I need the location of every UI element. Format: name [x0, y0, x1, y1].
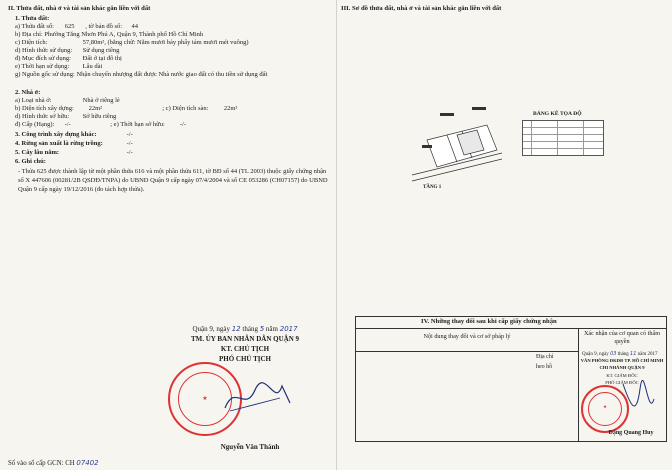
origin-value: Nhận chuyển nhượng đất được Nhà nước giao đất có thu tiền sử dụng đất	[76, 71, 268, 78]
sign-kt: KT. CHỦ TỊCH	[220, 345, 270, 353]
address-value: Phường Tăng Nhơn Phú A, Quận 9, Thành phố Hồ Chí Minh	[44, 31, 204, 38]
note-heading: 6. Ghi chú:	[15, 158, 46, 165]
ownership-value: Sở hữu riêng	[82, 113, 117, 120]
change-text-a: Địa chỉ	[536, 354, 554, 360]
sign-date: Quận 9, ngày 12 tháng 5 năm 2017	[192, 325, 298, 333]
land-heading: 1. Thửa đất:	[15, 15, 50, 22]
coord-table-title: BẢNG KÊ TỌA ĐỘ	[533, 111, 582, 117]
perennial-value: -/-	[126, 149, 133, 156]
section3-title: III. Sơ đồ thửa đất, nhà ở và tài sản khác gắn liền với đất	[341, 5, 502, 12]
other-works-label: 3. Công trình xây dựng khác:	[15, 131, 97, 138]
parcel-no-label: a) Thửa đất số:	[15, 23, 54, 30]
map-no-value: 44	[131, 23, 138, 30]
forest-label: 4. Rừng sản xuất là rừng trồng:	[15, 140, 103, 147]
grade-label: đ) Cấp (Hạng):	[15, 121, 55, 128]
signature-scribble	[220, 378, 300, 418]
confirm-role: PHÓ GIÁM ĐỐC	[605, 380, 639, 385]
confirm-branch: CHI NHÁNH QUẬN 9	[599, 365, 645, 370]
confirm-kt: KT. GIÁM ĐỐC	[606, 373, 638, 378]
sign-month: 5	[259, 325, 265, 333]
section4-title: IV. Những thay đổi sau khi cấp giấy chứng nhận	[421, 318, 557, 325]
confirm-office: VĂN PHÒNG ĐKĐĐ TP. HỒ CHÍ MINH	[580, 358, 664, 363]
purpose-value: Đất ở tại đô thị	[82, 55, 122, 62]
note-text: - Thửa 625 được thành lập từ một phần thửa 616 và một phần thửa 611, tờ BĐ số 44 (TL 2003) thuộc giấy chứng nhận số X 447606 (00281/2B QSDĐ/TNPA) do UBND Quận 9 cấp ngày 07/4/2004 và số CE 053286 (CH07157) do UBND Quận 9 cấp ngày 19/12/2016 (đo tách hợp thửa).	[18, 168, 328, 194]
grade-value: -/-	[64, 121, 71, 128]
sign-day: 12	[231, 325, 241, 333]
signer-name: Nguyễn Văn Thành	[220, 443, 280, 451]
term-value: Lâu dài	[82, 63, 103, 70]
build-area-value: 22m²	[88, 105, 103, 112]
use-form-label: d) Hình thức sử dụng:	[15, 47, 73, 54]
confirm-signature	[618, 379, 658, 429]
area-value: 57,80m², (bằng chữ: Năm mươi bảy phẩy tám mươi mét vuông)	[82, 39, 249, 46]
branch-seal: ★	[581, 385, 629, 433]
book-number: 07402	[76, 459, 99, 467]
build-area-label: b) Diện tích xây dựng:	[15, 105, 74, 112]
own-term-label: ; e) Thời hạn sở hữu:	[110, 121, 165, 128]
house-type-label: a) Loại nhà ở:	[15, 97, 52, 104]
sign-role: PHÓ CHỦ TỊCH	[219, 355, 271, 363]
sign-org: TM. ỦY BAN NHÂN DÂN QUẬN 9	[190, 335, 300, 343]
section2-title: II. Thửa đất, nhà ở và tài sản khác gắn liền với đất	[8, 5, 151, 12]
ownership-label: d) Hình thức sở hữu:	[15, 113, 70, 120]
confirm-name: Đặng Quang Huy	[608, 430, 654, 436]
origin-label: g) Nguồn gốc sử dụng:	[15, 71, 75, 78]
house-heading: 2. Nhà ở:	[15, 89, 41, 96]
book-entry: Số vào sổ cấp GCN: CH 07402	[8, 459, 99, 467]
perennial-label: 5. Cây lâu năm:	[15, 149, 60, 156]
other-works-value: -/-	[126, 131, 133, 138]
col-content-header: Nội dung thay đổi và cơ sở pháp lý	[423, 333, 511, 340]
floor-area-label: ; c) Diện tích sàn:	[162, 105, 209, 112]
official-seal: ★	[168, 362, 242, 436]
changes-table	[355, 316, 667, 442]
area-label: c) Diện tích:	[15, 39, 48, 46]
confirm-date: Quận 9, ngày 03 tháng 11 năm 2017	[582, 351, 658, 357]
purpose-label: đ) Mục đích sử dụng:	[15, 55, 71, 62]
own-term-value: -/-	[179, 121, 187, 128]
use-form-value: Sử dụng riêng	[82, 47, 120, 54]
address-label: b) Địa chỉ:	[15, 31, 43, 38]
parcel-no-value: 625	[64, 23, 75, 30]
map-no-label: , tờ bản đồ số:	[85, 23, 123, 30]
plot-diagram	[402, 105, 512, 195]
floor-area-value: 22m²	[223, 105, 238, 112]
coord-table	[522, 120, 604, 156]
term-label: e) Thời hạn sử dụng:	[15, 63, 70, 70]
forest-value: -/-	[126, 140, 133, 147]
sign-year: 2017	[279, 325, 298, 333]
col-confirm-header: Xác nhận của cơ quan có thẩm quyền	[583, 330, 661, 345]
house-type-value: Nhà ở riêng lẻ	[82, 97, 120, 104]
floor-label: TẦNG 1	[423, 185, 442, 190]
change-text-b: heo hồ	[536, 364, 553, 370]
